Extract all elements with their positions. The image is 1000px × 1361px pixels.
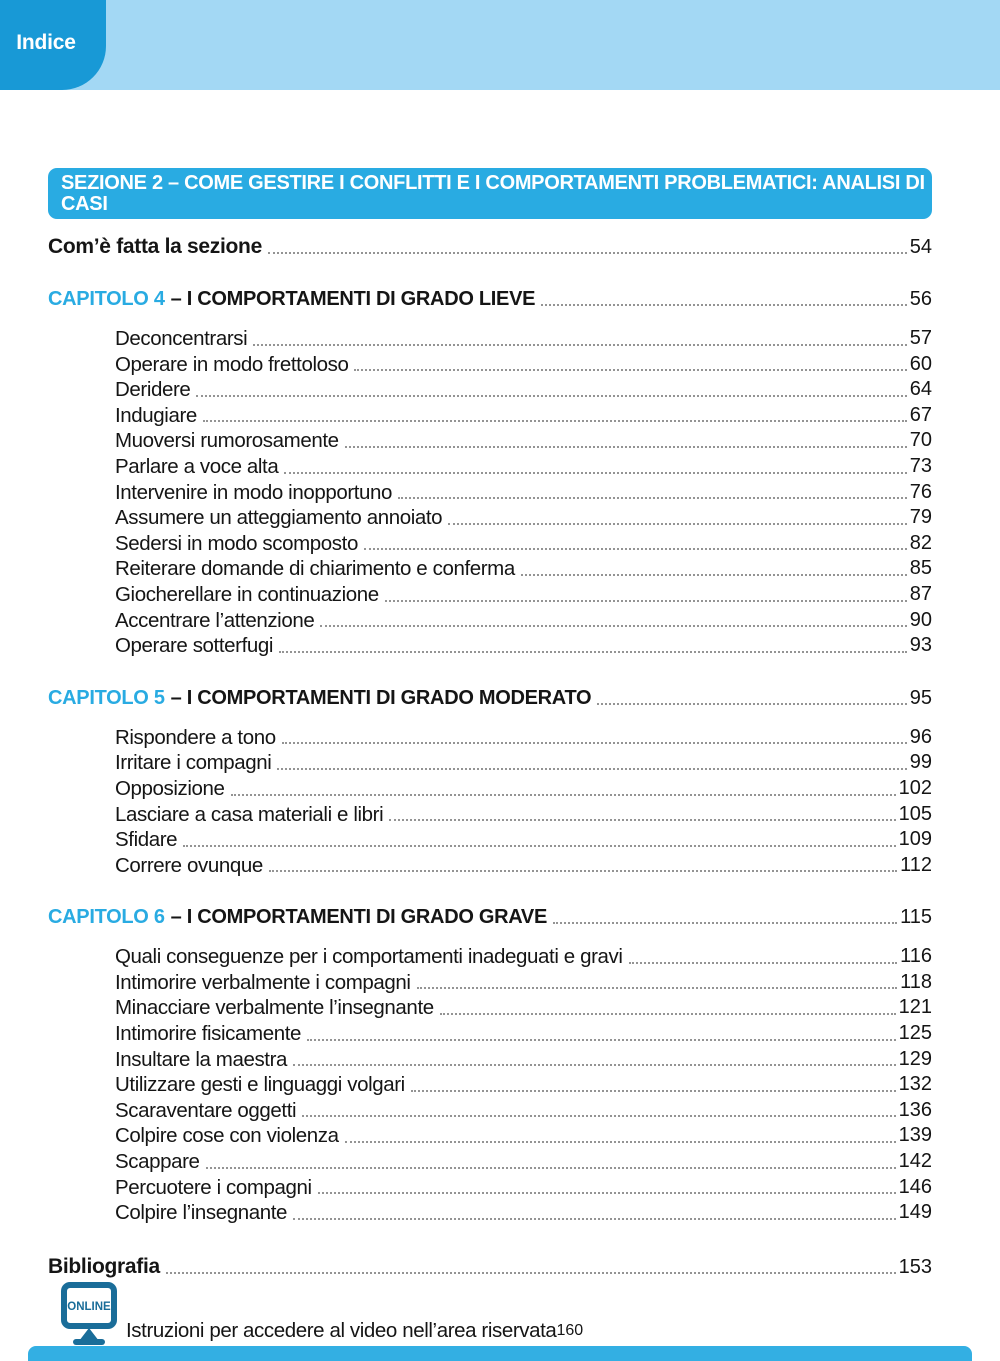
toc-entry (115, 853, 932, 879)
chapter-block (48, 685, 932, 879)
dotted-leader (345, 1141, 896, 1143)
toc-entry-page: 105 (898, 802, 932, 825)
toc-entry-page: 54 (909, 236, 932, 258)
toc-entry (115, 1200, 932, 1226)
toc-entry-label: Com’è fatta la sezione (48, 235, 262, 258)
toc-entry (115, 944, 932, 970)
chapter-heading (48, 904, 932, 930)
toc-entry-label: Utilizzare gesti e linguaggi volgari (115, 1073, 405, 1097)
dotted-leader (521, 574, 907, 576)
toc-entry-online (48, 1282, 932, 1346)
toc-entry-label: Indugiare (115, 403, 197, 427)
toc-entry-page: 160 (556, 1321, 584, 1339)
toc-entry (115, 1123, 932, 1149)
toc-entry (115, 776, 932, 802)
toc-entry (115, 454, 932, 480)
dotted-leader (293, 1064, 896, 1066)
toc-entry-label: Insultare la maestra (115, 1047, 288, 1071)
toc-entry-page: 96 (909, 725, 932, 748)
toc-entry (115, 802, 932, 828)
toc-entry-page: 153 (898, 1255, 932, 1278)
dotted-leader (411, 1090, 896, 1092)
toc-entry (115, 377, 932, 403)
toc-entry (115, 1175, 932, 1201)
toc-entry-page: 142 (898, 1150, 932, 1173)
dotted-leader (318, 1192, 896, 1194)
toc-entry-label: Correre ovunque (115, 853, 263, 877)
toc-entry-label: Minacciare verbalmente l’insegnante (115, 996, 434, 1020)
dotted-leader (268, 252, 907, 254)
dotted-leader (553, 922, 897, 924)
toc-entry-label: Operare in modo frettoloso (115, 352, 349, 376)
toc-entry-label: Istruzioni per accedere al video nell’area riservata (126, 1318, 557, 1342)
dotted-leader (284, 472, 906, 474)
dotted-leader (166, 1272, 896, 1274)
toc-entry-page: 116 (900, 945, 932, 968)
toc-entry-page: 121 (898, 996, 932, 1019)
toc-entry (115, 750, 932, 776)
toc-entry-label: Bibliografia (48, 1254, 160, 1278)
toc-entry-page: 146 (898, 1175, 932, 1198)
chapter-heading (48, 685, 932, 711)
dotted-leader (448, 523, 907, 525)
dotted-leader (302, 1115, 895, 1117)
toc-entry-label: Scappare (115, 1150, 200, 1174)
toc-entry (115, 531, 932, 557)
dotted-leader (277, 768, 906, 770)
toc-entry (115, 970, 932, 996)
toc-entry (115, 352, 932, 378)
toc-entry-page: 112 (900, 853, 932, 876)
online-monitor-icon (60, 1282, 118, 1346)
chapter-items (48, 326, 932, 659)
toc-entry-page: 73 (909, 454, 932, 477)
toc-entry-label: Deridere (115, 378, 191, 402)
chapter-prefix: CAPITOLO 5 (48, 686, 165, 709)
toc-entry-label: Colpire cose con violenza (115, 1124, 339, 1148)
toc-entry (115, 827, 932, 853)
chapter-title: – I COMPORTAMENTI DI GRADO GRAVE (170, 906, 547, 929)
toc-entry-page: 85 (909, 557, 932, 580)
toc-entry-page: 90 (909, 608, 932, 631)
toc-entry (115, 1047, 932, 1073)
chapter-block (48, 904, 932, 1226)
toc-entry-page: 56 (909, 288, 932, 310)
dotted-leader (385, 600, 907, 602)
dotted-leader (206, 1167, 896, 1169)
toc-entry-label: Intimorire verbalmente i compagni (115, 970, 411, 994)
toc-entry-page: 139 (898, 1124, 932, 1147)
toc-entry-label: Irritare i compagni (115, 751, 272, 775)
toc-entry-label: Deconcentrarsi (115, 327, 248, 350)
toc-entry-label: Giocherellare in continuazione (115, 582, 379, 606)
online-icon-label: ONLINE (67, 1300, 111, 1313)
dotted-leader (629, 962, 898, 964)
chapter-heading (48, 286, 932, 312)
dotted-leader (183, 845, 895, 847)
toc-entry (115, 608, 932, 634)
toc-entry-page: 129 (898, 1047, 932, 1070)
chapter-prefix: CAPITOLO 6 (48, 906, 165, 929)
dotted-leader (345, 446, 907, 448)
toc-entry-label: Accentrare l’attenzione (115, 608, 315, 632)
toc-entry-label: Intimorire fisicamente (115, 1022, 302, 1046)
toc-entry-label: Operare sotterfugi (115, 634, 274, 658)
dotted-leader (417, 987, 898, 989)
toc-entry-label: Intervenire in modo inopportuno (115, 480, 393, 504)
dotted-leader (389, 819, 895, 821)
dotted-leader (293, 1218, 896, 1220)
toc-entry (115, 1072, 932, 1098)
dotted-leader (279, 651, 907, 653)
toc-entry-page: 87 (909, 582, 932, 605)
chapter-title: – I COMPORTAMENTI DI GRADO LIEVE (170, 288, 536, 310)
toc-entry (115, 633, 932, 659)
toc-entry-page: 99 (909, 751, 932, 774)
chapters (48, 286, 932, 1226)
dotted-leader (440, 1013, 896, 1015)
section-banner: SEZIONE 2 – COME GESTIRE I CONFLITTI E I COMPORTAMENTI PROBLEMATICI: ANALISI DI CASI (48, 168, 932, 219)
indice-tab (0, 0, 106, 90)
toc-entry-page: 67 (909, 403, 932, 426)
toc-entry (115, 480, 932, 506)
toc-entry-page: 95 (909, 686, 932, 709)
toc-entry (115, 1021, 932, 1047)
toc-entry-label: Rispondere a tono (115, 725, 276, 749)
footer-band (28, 1346, 972, 1361)
dotted-leader (282, 742, 907, 744)
toc-entry-page: 70 (909, 429, 932, 452)
dotted-leader (320, 625, 906, 627)
toc-entry (115, 403, 932, 429)
toc-entry-label: Lasciare a casa materiali e libri (115, 802, 384, 826)
dotted-leader (541, 304, 907, 306)
toc-entry-label: Quali conseguenze per i comportamenti inadeguati e gravi (115, 945, 623, 969)
toc-entry-label: Scaraventare oggetti (115, 1098, 297, 1122)
page-title: Indice (16, 31, 76, 54)
toc-entry-page: 132 (898, 1073, 932, 1096)
toc-entry-page: 79 (909, 506, 932, 529)
toc-entry-page: 60 (909, 352, 932, 375)
dotted-leader (597, 703, 906, 705)
toc-entry-label: Sfidare (115, 828, 178, 852)
dotted-leader (231, 794, 896, 796)
toc-entry-bibliography (48, 1254, 932, 1280)
toc-entry-label: Assumere un atteggiamento annoiato (115, 506, 443, 530)
toc-entry-label: Sedersi in modo scomposto (115, 531, 358, 555)
toc-entry-label: Muoversi rumorosamente (115, 429, 339, 453)
header-band (0, 0, 1000, 90)
chapter-prefix: CAPITOLO 4 (48, 288, 165, 310)
toc-entry-label: Parlare a voce alta (115, 454, 279, 478)
toc-entry (115, 556, 932, 582)
toc-entry-page: 102 (898, 776, 932, 799)
dotted-leader (354, 369, 906, 371)
chapter-items (48, 725, 932, 879)
toc-entry (115, 1098, 932, 1124)
toc-entry (115, 725, 932, 751)
toc-entry-page: 76 (909, 480, 932, 503)
toc-entry-page: 136 (898, 1098, 932, 1121)
dotted-leader (364, 548, 907, 550)
toc-entry-label: Colpire l’insegnante (115, 1201, 288, 1225)
chapter-block (48, 286, 932, 659)
toc-entry-page: 93 (909, 634, 932, 657)
toc-entry-page: 118 (900, 970, 932, 993)
toc-entry (115, 582, 932, 608)
dotted-leader (203, 420, 907, 422)
table-of-contents (48, 168, 932, 1346)
toc-entry-label: Percuotere i compagni (115, 1175, 312, 1199)
toc-entry (115, 326, 932, 352)
toc-entry-page: 57 (909, 327, 932, 349)
toc-entry-page: 149 (898, 1201, 932, 1224)
toc-entry (115, 428, 932, 454)
toc-entry-intro (48, 234, 932, 260)
toc-entry-page: 64 (909, 378, 932, 401)
chapter-title: – I COMPORTAMENTI DI GRADO MODERATO (170, 686, 592, 709)
toc-entry (115, 995, 932, 1021)
toc-entry-label: Opposizione (115, 776, 225, 800)
toc-entry-page: 125 (898, 1022, 932, 1045)
dotted-leader (398, 497, 907, 499)
toc-entry-page: 115 (900, 906, 932, 929)
toc-entry-label: Reiterare domande di chiarimento e conferma (115, 557, 515, 581)
toc-entry-page: 109 (898, 828, 932, 851)
dotted-leader (253, 344, 906, 346)
toc-entry-page: 82 (909, 531, 932, 554)
toc-entry (115, 1149, 932, 1175)
chapter-items (48, 944, 932, 1226)
toc-entry (115, 505, 932, 531)
dotted-leader (196, 395, 906, 397)
dotted-leader (307, 1039, 896, 1041)
dotted-leader (269, 870, 897, 872)
